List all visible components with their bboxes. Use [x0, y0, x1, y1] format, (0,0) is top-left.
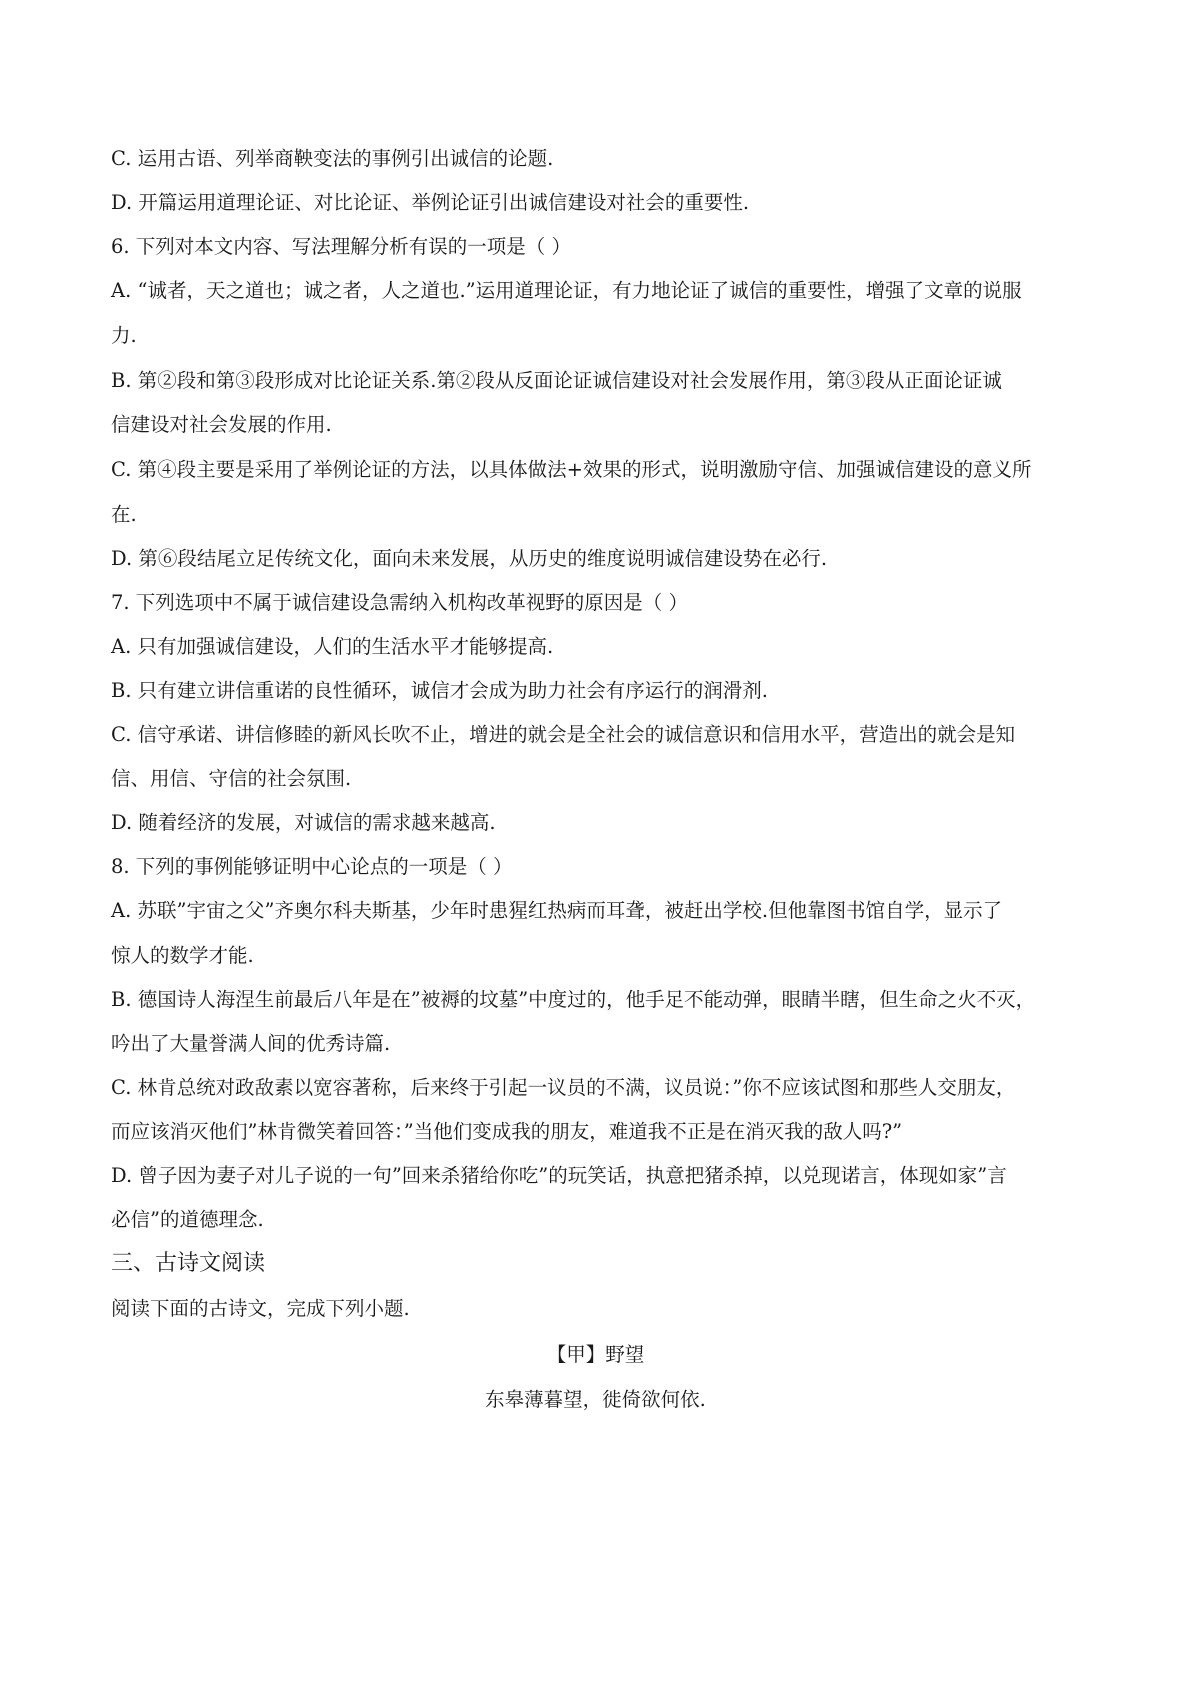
option-7a: A. 只有加强诚信建设，人们的生活水平才能够提高. [111, 635, 554, 658]
option-6a-line-1: A. “诚者，天之道也；诚之者，人之道也.”运用道理论证，有力地论证了诚信的重要性，增强了文章的说服 [111, 279, 1022, 302]
instruction: 阅读下面的古诗文，完成下列小题. [111, 1297, 410, 1320]
question-7-stem: 7. 下列选项中不属于诚信建设急需纳入机构改革视野的原因是（ ） [111, 591, 689, 614]
section-heading: 三、古诗文阅读 [111, 1251, 266, 1276]
option-8c-line-2: 而应该消灭他们”林肯微笑着回答：”当他们变成我的朋友，难道我不正是在消灭我的敌人吗?” [111, 1120, 903, 1143]
poem-line: 东皋薄暮望，徙倚欲何依. [485, 1388, 706, 1411]
option-6c-line-1: C. 第④段主要是采用了举例论证的方法，以具体做法+效果的形式，说明激励守信、加强诚信建设的意义所 [111, 458, 1032, 481]
option-6a-line-2: 力. [111, 324, 137, 347]
option-6d: D. 第⑥段结尾立足传统文化，面向未来发展，从历史的维度说明诚信建设势在必行. [111, 547, 828, 570]
option-5d: D. 开篇运用道理论证、对比论证、举例论证引出诚信建设对社会的重要性. [111, 191, 750, 214]
option-8a-line-2: 惊人的数学才能. [111, 944, 254, 967]
option-8b-line-1: B. 德国诗人海涅生前最后八年是在”被褥的坟墓”中度过的，他手足不能动弹，眼睛半瞎，但生命之火不灭， [111, 988, 1036, 1011]
option-8d-line-1: D. 曾子因为妻子对儿子说的一句”回来杀猪给你吃”的玩笑话，执意把猪杀掉，以兑现诺言，体现如家”言 [111, 1164, 1007, 1187]
option-6c-line-2: 在. [111, 503, 137, 526]
question-8-stem: 8. 下列的事例能够证明中心论点的一项是（ ） [111, 855, 513, 878]
option-7c-line-2: 信、用信、守信的社会氛围. [111, 767, 352, 790]
option-7d: D. 随着经济的发展，对诚信的需求越来越高. [111, 811, 496, 834]
question-6-stem: 6. 下列对本文内容、写法理解分析有误的一项是（ ） [111, 235, 572, 258]
poem-title: 【甲】野望 [546, 1343, 645, 1366]
option-6b-line-1: B. 第②段和第③段形成对比论证关系.第②段从反面论证诚信建设对社会发展作用，第③段从正面论证诚 [111, 369, 1002, 392]
option-5c: C. 运用古语、列举商鞅变法的事例引出诚信的论题. [111, 147, 554, 170]
option-8c-line-1: C. 林肯总统对政敌素以宽容著称，后来终于引起一议员的不满，议员说：”你不应该试图和那些人交朋友， [111, 1076, 1016, 1099]
option-7c-line-1: C. 信守承诺、讲信修睦的新风长吹不止，增进的就会是全社会的诚信意识和信用水平，营造出的就会是知 [111, 723, 1016, 746]
option-8b-line-2: 吟出了大量誉满人间的优秀诗篇. [111, 1032, 391, 1055]
option-8d-line-2: 必信”的道德理念. [111, 1208, 264, 1231]
option-6b-line-2: 信建设对社会发展的作用. [111, 413, 332, 436]
option-7b: B. 只有建立讲信重诺的良性循环，诚信才会成为助力社会有序运行的润滑剂. [111, 679, 768, 702]
option-8a-line-1: A. 苏联”宇宙之父”齐奥尔科夫斯基，少年时患猩红热病而耳聋，被赶出学校.但他靠图书馆自学，显示了 [111, 899, 1003, 922]
